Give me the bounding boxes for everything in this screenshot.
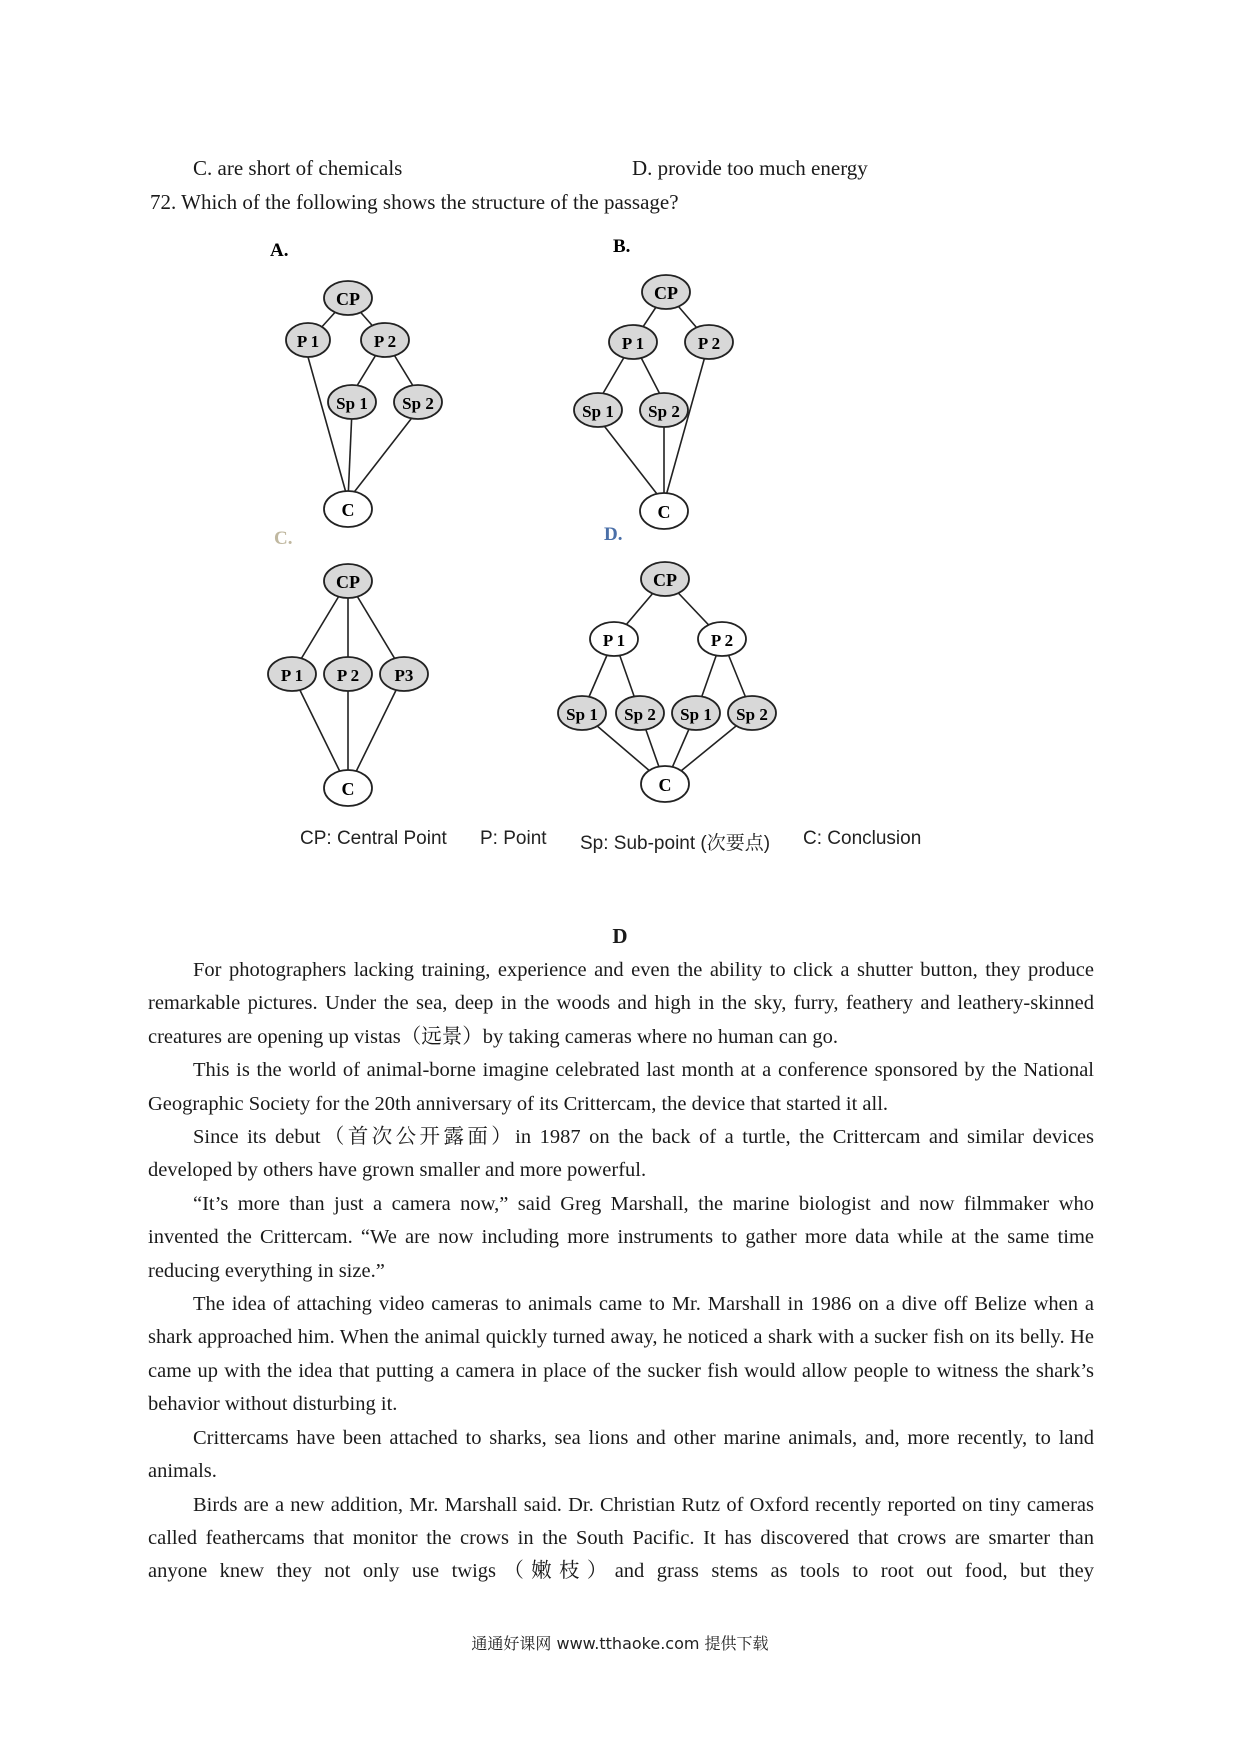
- node-sp2-label: Sp 2: [624, 705, 656, 724]
- paragraph: Since its debut（首次公开露面）in 1987 on the back of a turtle, the Crittercam and similar devices developed by others have grown smaller and more powerful.: [148, 1126, 1094, 1182]
- node-p3-label: P3: [394, 666, 414, 685]
- option-c-71: C. are short of chemicals: [193, 156, 403, 180]
- question-72-stem: 72. Which of the following shows the structure of the passage?: [150, 190, 679, 214]
- node-p2-label: P 2: [697, 334, 721, 353]
- option-d-71: D. provide too much energy: [632, 156, 868, 180]
- node-cp-label: CP: [336, 572, 360, 592]
- legend-central-point: CP: Central Point: [300, 828, 447, 849]
- paragraph: This is the world of animal-borne imagine celebrated last month at a conference sponsored by the National Geographic Society for the 20th anniversary of its Crittercam, the device that started it all.: [148, 1059, 1094, 1115]
- node-p2-label: P 2: [336, 666, 360, 685]
- node-sp1-label: Sp 1: [336, 394, 368, 413]
- legend-conclusion: C: Conclusion: [803, 828, 922, 849]
- diagram-b: [574, 275, 733, 529]
- paragraph: For photographers lacking training, experience and even the ability to click a shutter button, they produce remarkable pictures. Under the sea, deep in the woods and high in the sky, furry, feathery and leathery-skinned creatures are opening up vistas（远景）by taking cameras where no human can go.: [148, 959, 1094, 1048]
- node-sp2-label: Sp 2: [402, 394, 434, 413]
- node-sp1-label: Sp 1: [680, 705, 712, 724]
- paragraph: Crittercams have been attached to sharks, sea lions and other marine animals, and, more recently, to land animals.: [148, 1426, 1094, 1483]
- node-p2-label: P 2: [710, 631, 734, 650]
- legend-sub-point: Sp: Sub-point (次要点): [580, 833, 771, 854]
- node-p2-label: P 2: [373, 332, 397, 351]
- paragraph: The idea of attaching video cameras to animals came to Mr. Marshall in 1986 on a dive off Belize when a shark approached him. When the animal quickly turned away, he noticed a shark with a sucker fish on its belly. He came up with the idea that putting a camera in place of the sucker fish would allow people to witness the shark’s behavior without disturbing it.: [148, 1293, 1094, 1416]
- node-sp2-label: Sp 2: [648, 402, 680, 421]
- node-cp-label: CP: [653, 570, 677, 590]
- page-footer: 通通好课网 www.tthaoke.com 提供下载: [471, 1634, 769, 1653]
- diagram-b-letter: B.: [613, 236, 631, 257]
- diagram-c-letter: C.: [274, 528, 293, 549]
- node-sp1-label: Sp 1: [582, 402, 614, 421]
- node-c-label: C: [341, 779, 355, 799]
- structure-diagrams: [260, 228, 980, 808]
- paragraph: “It’s more than just a camera now,” said Greg Marshall, the marine biologist and now filmmaker who invented the Crittercam. “We are now including more instruments to gather more data while at the same time reducing everything in size.”: [148, 1192, 1094, 1282]
- node-c-label: C: [341, 500, 355, 520]
- node-p1-label: P 1: [621, 334, 645, 353]
- paragraph: Birds are a new addition, Mr. Marshall said. Dr. Christian Rutz of Oxford recently reported on tiny cameras called feathercams that monitor the crows in the South Pacific. It has discovered that crows are smarter than anyone knew they not only use twigs（嫩枝）and grass stems as tools to root out food, but they: [148, 1493, 1094, 1583]
- diagram-a: [286, 281, 442, 527]
- node-p1-label: P 1: [296, 332, 320, 351]
- legend-point: P: Point: [480, 828, 547, 849]
- node-sp2-label: Sp 2: [736, 705, 768, 724]
- node-c-label: C: [657, 502, 671, 522]
- node-p1-label: P 1: [280, 666, 304, 685]
- node-c-label: C: [658, 775, 672, 795]
- node-cp-label: CP: [336, 289, 360, 309]
- section-title: D: [612, 924, 628, 948]
- passage-d: [148, 954, 1094, 1589]
- node-sp1-label: Sp 1: [566, 705, 598, 724]
- node-cp-label: CP: [654, 283, 678, 303]
- diagram-d-letter: D.: [604, 524, 623, 545]
- diagram-a-letter: A.: [270, 240, 289, 261]
- diagram-d: [558, 562, 776, 802]
- node-p1-label: P 1: [602, 631, 626, 650]
